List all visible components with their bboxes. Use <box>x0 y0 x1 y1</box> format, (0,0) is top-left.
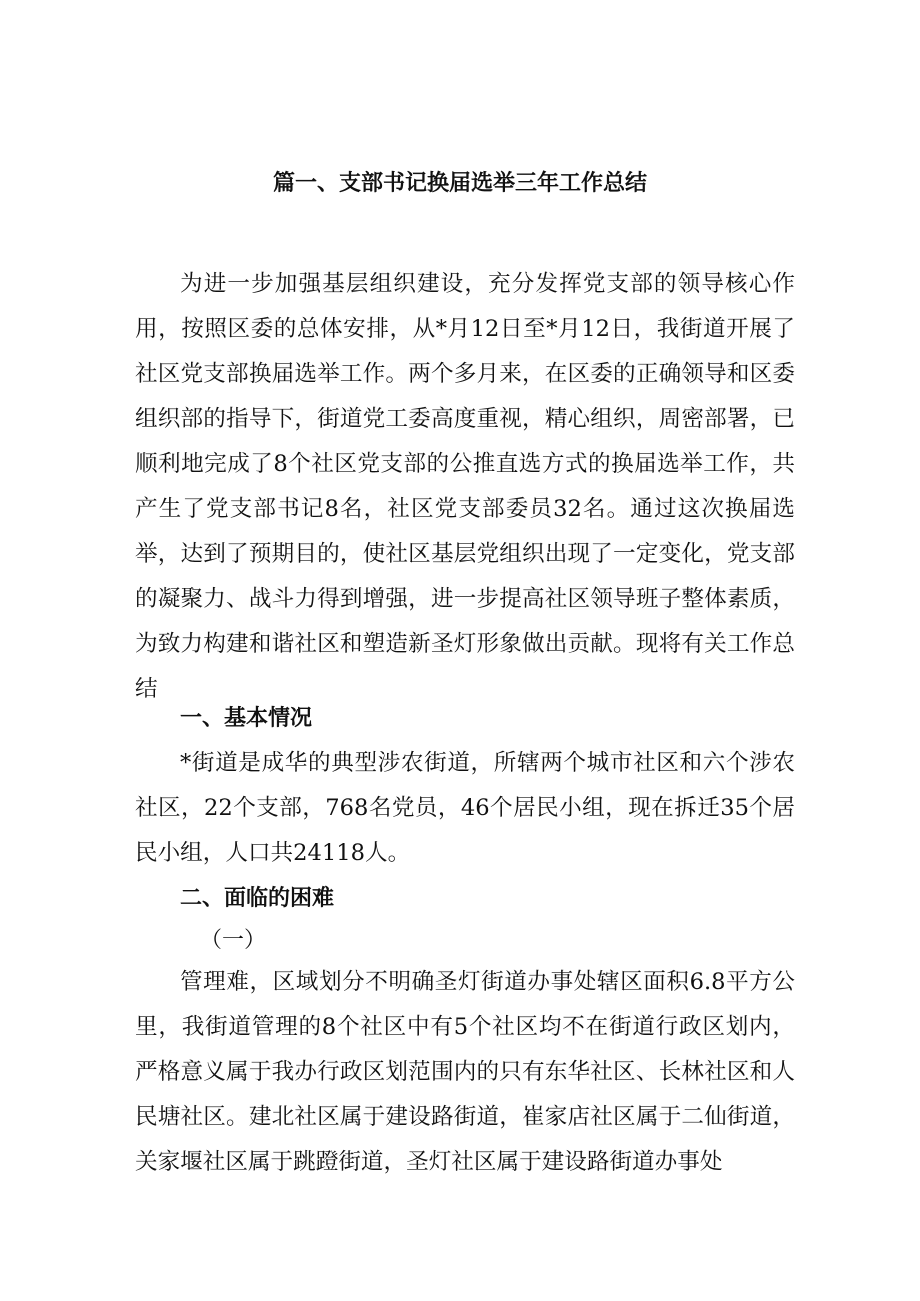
section1-heading: 一、基本情况 <box>180 706 313 731</box>
section1-paragraph: *街道是成华的典型涉农街道，所辖两个城市社区和六个涉农社区，22个支部，768名党员，46个居民小组，现在拆迁35个居民小组，人口共24118人。 <box>135 750 795 866</box>
section2-heading: 二、面临的困难 <box>180 886 335 911</box>
section2-paragraph: 管理难，区域划分不明确圣灯街道办事处辖区面积6.8平方公里，我街道管理的8个社区中有5个社区均不在街道行政区划内，严格意义属于我办行政区划范围内的只有东华社区、长林社区和人民塘社区。建北社区属于建设路街道，崔家店社区属于二仙街道，关家堰社区属于跳蹬街道，圣灯社区属于建设路街道办事处 <box>135 969 795 1175</box>
document-title: 篇一、支部书记换届选举三年工作总结 <box>272 171 647 196</box>
section2-subheading: （一） <box>200 928 267 953</box>
intro-paragraph: 为进一步加强基层组织建设，充分发挥党支部的领导核心作用，按照区委的总体安排，从*月12日至*月12日，我街道开展了社区党支部换届选举工作。两个多月来，在区委的正确领导和区委组织部的指导下，街道党工委高度重视，精心组织，周密部署，已顺利地完成了8个社区党支部的公推直选方式的换届选举工作，共产生了党支部书记8名，社区党支部委员32名。通过这次换届选举，达到了预期目的，使社区基层党组织出现了一定变化，党支部的凝聚力、战斗力得到增强，进一步提高社区领导班子整体素质，为致力构建和谐社区和塑造新圣灯形象做出贡献。现将有关工作总结 <box>135 271 795 702</box>
